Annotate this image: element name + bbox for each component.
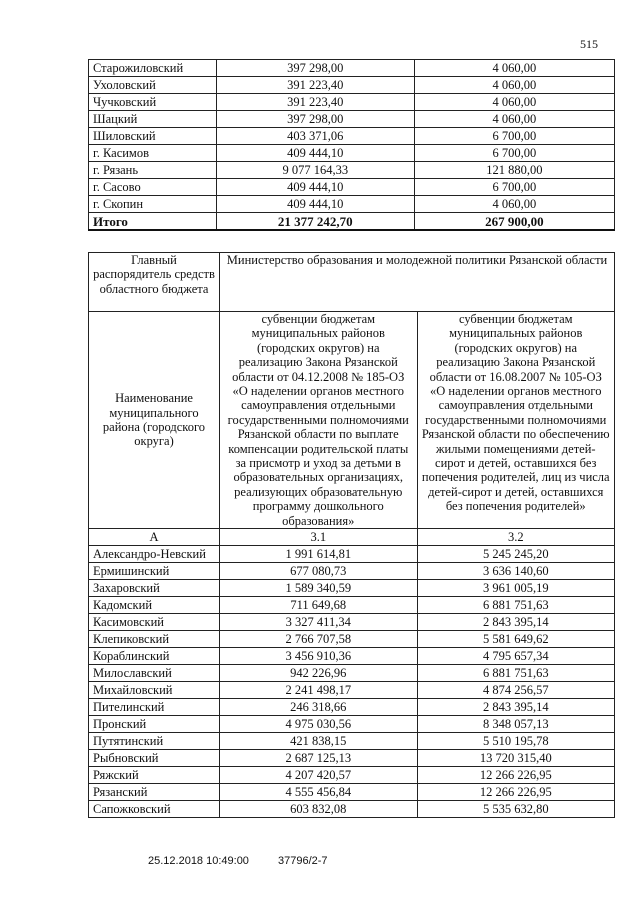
footer-timestamp: 25.12.2018 10:49:00 xyxy=(148,855,249,867)
amount-cell: 403 371,06 xyxy=(216,128,414,145)
district-name: г. Скопин xyxy=(89,196,217,213)
amount-cell: 3 456 910,36 xyxy=(220,648,418,665)
district-name: Ухоловский xyxy=(89,77,217,94)
district-name: Захаровский xyxy=(89,580,220,597)
district-name: Ряжский xyxy=(89,767,220,784)
amount-cell: 409 444,10 xyxy=(216,179,414,196)
col-31-description: субвенции бюджетам муниципальных районов (городских округов) на реализацию Закона Рязанской области от 04.12.2008 № 185-ОЗ «О наделении органов местного самоуправления отдельными государственными полномочиями Рязанской области по выплате компенсации родительской платы за присмотр и уход за детьми в образовательных организациях, реализующих образовательную программу дошкольного образования» xyxy=(220,312,418,529)
amount-cell: 6 700,00 xyxy=(414,128,614,145)
district-name: Александро-Невский xyxy=(89,546,220,563)
amount-cell: 2 843 395,14 xyxy=(417,699,615,716)
col-32-description: субвенции бюджетам муниципальных районов (городских округов) на реализацию Закона Рязанской области от 16.08.2007 № 105-ОЗ «О наделении органов местного самоуправления отдельными государственными полномочиями Рязанской области по обеспечению жилыми помещениями детей-сирот и детей, оставшихся без попечения родителей, лиц из числа детей-сирот и детей, оставшихся без попечения родителей» xyxy=(417,312,615,529)
amount-cell: 3 961 005,19 xyxy=(417,580,615,597)
amount-cell: 5 535 632,80 xyxy=(417,801,615,818)
amount-cell: 3 636 140,60 xyxy=(417,563,615,580)
table-row xyxy=(89,162,615,179)
table-row xyxy=(89,196,615,213)
district-name: Милославский xyxy=(89,665,220,682)
district-name: Путятинский xyxy=(89,733,220,750)
amount-cell: 6 700,00 xyxy=(414,179,614,196)
amount-cell: 9 077 164,33 xyxy=(216,162,414,179)
amount-cell: 4 060,00 xyxy=(414,111,614,128)
district-name: Касимовский xyxy=(89,614,220,631)
amount-cell: 12 266 226,95 xyxy=(417,767,615,784)
amount-cell: 2 843 395,14 xyxy=(417,614,615,631)
table-row xyxy=(89,614,615,631)
district-name: Кораблинский xyxy=(89,648,220,665)
district-name: Старожиловский xyxy=(89,60,217,77)
total-row xyxy=(89,213,615,231)
amount-cell: 6 881 751,63 xyxy=(417,597,615,614)
district-name: Пронский xyxy=(89,716,220,733)
table-row xyxy=(89,682,615,699)
amount-cell: 391 223,40 xyxy=(216,94,414,111)
table-row xyxy=(89,94,615,111)
table-row xyxy=(89,699,615,716)
col-name-label: Наименование муниципального района (городского округа) xyxy=(89,312,220,529)
total-label: Итого xyxy=(89,213,217,231)
district-name: Чучковский xyxy=(89,94,217,111)
amount-cell: 4 060,00 xyxy=(414,196,614,213)
table-row xyxy=(89,784,615,801)
amount-cell: 5 510 195,78 xyxy=(417,733,615,750)
amount-cell: 603 832,08 xyxy=(220,801,418,818)
index-a: А xyxy=(89,529,220,546)
table-row xyxy=(89,563,615,580)
amount-cell: 409 444,10 xyxy=(216,196,414,213)
header-right-cell: Министерство образования и молодежной политики Рязанской области xyxy=(220,253,615,312)
table-row xyxy=(89,60,615,77)
amount-cell: 3 327 411,34 xyxy=(220,614,418,631)
amount-cell: 1 991 614,81 xyxy=(220,546,418,563)
amount-cell: 6 881 751,63 xyxy=(417,665,615,682)
district-name: Шацкий xyxy=(89,111,217,128)
district-name: Клепиковский xyxy=(89,631,220,648)
table-row xyxy=(89,128,615,145)
district-name: Рязанский xyxy=(89,784,220,801)
amount-cell: 2 766 707,58 xyxy=(220,631,418,648)
amount-cell: 4 975 030,56 xyxy=(220,716,418,733)
subventions-table xyxy=(88,252,615,818)
district-name: г. Сасово xyxy=(89,179,217,196)
amount-cell: 4 060,00 xyxy=(414,94,614,111)
amount-cell: 12 266 226,95 xyxy=(417,784,615,801)
table-row xyxy=(89,580,615,597)
table-row xyxy=(89,145,615,162)
table-row xyxy=(89,648,615,665)
total-amount: 267 900,00 xyxy=(414,213,614,231)
column-index-row xyxy=(89,529,615,546)
amount-cell: 4 060,00 xyxy=(414,77,614,94)
amount-cell: 397 298,00 xyxy=(216,60,414,77)
table-row xyxy=(89,546,615,563)
district-name: Рыбновский xyxy=(89,750,220,767)
amount-cell: 711 649,68 xyxy=(220,597,418,614)
amount-cell: 4 060,00 xyxy=(414,60,614,77)
amount-cell: 5 581 649,62 xyxy=(417,631,615,648)
page-number: 515 xyxy=(580,37,598,51)
district-name: Михайловский xyxy=(89,682,220,699)
amount-cell: 6 700,00 xyxy=(414,145,614,162)
amount-cell: 5 245 245,20 xyxy=(417,546,615,563)
table-row xyxy=(89,801,615,818)
table-row xyxy=(89,597,615,614)
amount-cell: 397 298,00 xyxy=(216,111,414,128)
amount-cell: 8 348 057,13 xyxy=(417,716,615,733)
table-row xyxy=(89,716,615,733)
district-name: Ермишинский xyxy=(89,563,220,580)
amount-cell: 677 080,73 xyxy=(220,563,418,580)
table-row xyxy=(89,179,615,196)
district-name: г. Рязань xyxy=(89,162,217,179)
district-name: Кадомский xyxy=(89,597,220,614)
amount-cell: 4 795 657,34 xyxy=(417,648,615,665)
index-31: 3.1 xyxy=(220,529,418,546)
header-left-cell: Главный распорядитель средств областного бюджета xyxy=(89,253,220,312)
table-row xyxy=(89,665,615,682)
amount-cell: 1 589 340,59 xyxy=(220,580,418,597)
total-amount: 21 377 242,70 xyxy=(216,213,414,231)
amount-cell: 2 687 125,13 xyxy=(220,750,418,767)
amount-cell: 409 444,10 xyxy=(216,145,414,162)
amount-cell: 942 226,96 xyxy=(220,665,418,682)
table-header-row xyxy=(89,253,615,312)
amount-cell: 4 874 256,57 xyxy=(417,682,615,699)
amount-cell: 13 720 315,40 xyxy=(417,750,615,767)
district-name: Шиловский xyxy=(89,128,217,145)
district-name: г. Касимов xyxy=(89,145,217,162)
footer xyxy=(148,855,354,867)
table-row xyxy=(89,111,615,128)
table-row xyxy=(89,750,615,767)
amount-cell: 421 838,15 xyxy=(220,733,418,750)
table-row xyxy=(89,77,615,94)
district-name: Сапожковский xyxy=(89,801,220,818)
table-row xyxy=(89,767,615,784)
column-description-row xyxy=(89,312,615,529)
index-32: 3.2 xyxy=(417,529,615,546)
amount-cell: 121 880,00 xyxy=(414,162,614,179)
district-name: Пителинский xyxy=(89,699,220,716)
table-row xyxy=(89,733,615,750)
top-totals-table xyxy=(88,59,615,231)
amount-cell: 4 555 456,84 xyxy=(220,784,418,801)
amount-cell: 4 207 420,57 xyxy=(220,767,418,784)
amount-cell: 246 318,66 xyxy=(220,699,418,716)
amount-cell: 391 223,40 xyxy=(216,77,414,94)
amount-cell: 2 241 498,17 xyxy=(220,682,418,699)
table-row xyxy=(89,631,615,648)
footer-doc-id: 37796/2-7 xyxy=(278,855,328,867)
